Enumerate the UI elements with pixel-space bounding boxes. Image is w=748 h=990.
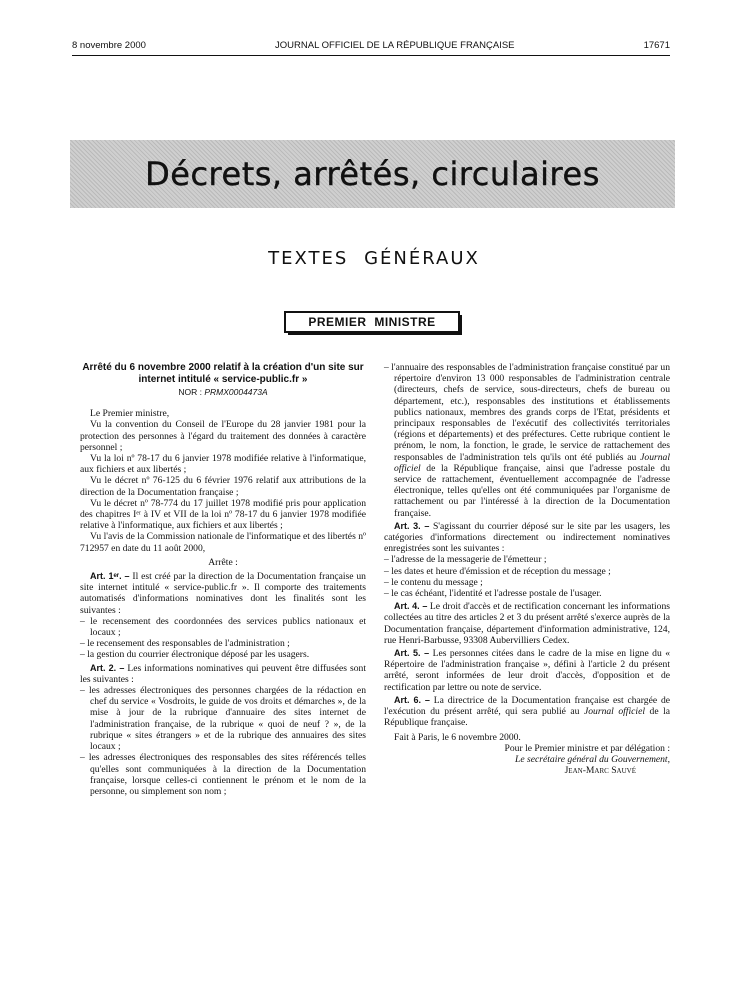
right-column [384,362,670,776]
left-column [80,362,366,797]
article-6 [384,695,670,729]
list-item: – les dates et heure d'émission et de réception du message ; [384,566,670,577]
article-5 [384,648,670,693]
list-item: – les adresses électroniques des responsables des sites référencés telles qu'elles sont communiquées à la direction de la Documentation française, lorsque celles-ci contiennent le prénom et le nom de la personne, ou simplement son nom ; [80,752,366,797]
visa: Vu le décret nº 76-125 du 6 février 1976 relatif aux attributions de la direction de la Documentation française ; [80,475,366,498]
arrete-label: Arrête : [208,556,238,568]
header-rule [72,55,670,56]
article-4-label: Art. 4. – [394,601,428,612]
article-3 [384,521,670,555]
article-1-label: Art. 1ᵉʳ. – [90,571,130,582]
article-2-list-continued [384,362,670,519]
list-item: – le recensement des coordonnées des services publics nationaux et locaux ; [80,616,366,638]
article-2-list [80,685,366,797]
article-1 [80,571,366,616]
header-journal-title: JOURNAL OFFICIEL DE LA RÉPUBLIQUE FRANÇAISE [275,40,515,51]
article-5-label: Art. 5. – [394,648,430,659]
list-item: – la gestion du courrier électronique déposé par les usagers. [80,649,366,660]
list-item: – le cas échéant, l'identité et l'adresse postale de l'usager. [384,588,670,599]
list-item: – l'annuaire des responsables de l'administration française constitué par un répertoire d'environ 13 000 responsables de l'administration centrale (directeurs, chefs de service, sous-directeurs, chefs de bureau ou département, etc.), responsables des institutions et établissements publics nationaux, membres des grands corps de l'Etat, présidents et principaux responsables de l'exécutif des collectivités territoriales (régions et départements) et des préfectures. Cette rubrique contient le prénom, le nom, la fonction, le grade, le service de rattachement des responsables de l'administration tels qu'ils ont été publiés au Journal officiel de la République française, ainsi que l'adresse postale du service de rattachement, éventuellement accompagnée de l'adresse électronique, telles qu'elles ont été communiquées par l'organisme de rattachement ou par l'intéressé à la direction de la Documentation française. [384,362,670,519]
visa: Vu l'avis de la Commission nationale de l'informatique et des libertés nº 712957 en date du 11 août 2000, [80,531,366,554]
journal-officiel-ref: Journal officiel [584,706,645,718]
article-2-text: Les informations nominatives qui peuvent être diffusées sont les suivantes : [80,662,366,685]
list-item: – le contenu du message ; [384,577,670,588]
visa: Vu la loi nº 78-17 du 6 janvier 1978 modifiée relative à l'informatique, aux fichiers et aux libertés ; [80,453,366,476]
page-header [72,40,670,51]
signature-block [384,743,670,777]
article-4-text: Le droit d'accès et de rectification concernant les informations collectées au titre des articles 2 et 3 du présent arrêté s'exerce auprès de la Documentation française, département d'information administrative, 124, rue Henri-Barbusse, 93308 Aubervilliers Cedex. [384,601,670,646]
place-date: Fait à Paris, le 6 novembre 2000. [394,731,521,743]
banner-title: Décrets, arrêtés, circulaires [145,155,600,193]
signature-name: Jean-Marc Sauvé [564,765,636,777]
intro: Le Premier ministre, [90,408,170,420]
decree-title: Arrêté du 6 novembre 2000 relatif à la création d'un site sur internet intitulé « service-public.fr » [82,362,364,385]
header-date: 8 novembre 2000 [72,40,146,51]
ministry-box [284,311,460,333]
list-item: – le recensement des responsables de l'administration ; [80,638,366,649]
journal-officiel-ref: Journal officiel [394,451,671,474]
ministry-label: PREMIER MINISTRE [308,315,436,329]
article-4 [384,601,670,646]
nor-code: PRMX0004473A [204,387,268,397]
article-6-label: Art. 6. – [394,694,430,705]
article-6-text: La directrice de la Documentation française est chargée de l'exécution du présent arrêté, qui sera publié au [384,694,671,718]
signature-title: Le secrétaire général du Gouvernement, [515,753,670,765]
article-2-label: Art. 2. – [90,662,125,673]
section-title: TEXTES GÉNÉRAUX [268,248,480,269]
visa: Vu le décret nº 78-774 du 17 juillet 1978 modifié pris pour application des chapitres Iᵉʳ à IV et VII de la loi nº 78-17 du 6 janvier 1978 modifiée relative à l'informatique, aux fichiers et aux libertés ; [80,497,366,532]
list-item: – l'adresse de la messagerie de l'émetteur ; [384,554,670,565]
article-3-list [384,554,670,599]
article-5-text: Les personnes citées dans le cadre de la mise en ligne du « Répertoire de l'administration française », défini à l'article 2 du présent arrêté, seront informées de leur droit d'accès, d'opposition et de rectification par lettre ou note de service. [384,648,671,693]
article-3-label: Art. 3. – [394,520,430,531]
nor-label: NOR : [178,387,202,397]
header-page-number: 17671 [643,40,670,51]
nor-reference [80,387,366,398]
article-6-text-end: de la République française. [384,706,670,729]
article-2 [80,663,366,685]
article-3-text: S'agissant du courrier déposé sur le site par les usagers, les catégories d'informations directement ou indirectement nominatives enregistrées sont les suivantes : [384,520,670,555]
article-1-list [80,616,366,661]
section-banner [70,140,675,208]
signature-delegation: Pour le Premier ministre et par délégation : [504,742,670,754]
visa: Vu la convention du Conseil de l'Europe du 28 janvier 1981 pour la protection des personnes à l'égard du traitement des données à caractère personnel ; [80,419,366,453]
article-1-text: Il est créé par la direction de la Documentation française un site internet intitulé « service-public.fr ». Il comporte des traitements automatisés d'informations nominatives dont les finalités sont les suivantes : [80,571,366,616]
list-item: – les adresses électroniques des personnes chargées de la rédaction en chef du service « Vosdroits, le guide de vos droits et démarches », de la mise à jour de la rubrique d'annuaire des sites internet de l'administration française, de la rubrique « quoi de neuf ? », de la rubrique « sites étrangers » et de la rubrique des annuaires des sites locaux ; [80,685,366,752]
